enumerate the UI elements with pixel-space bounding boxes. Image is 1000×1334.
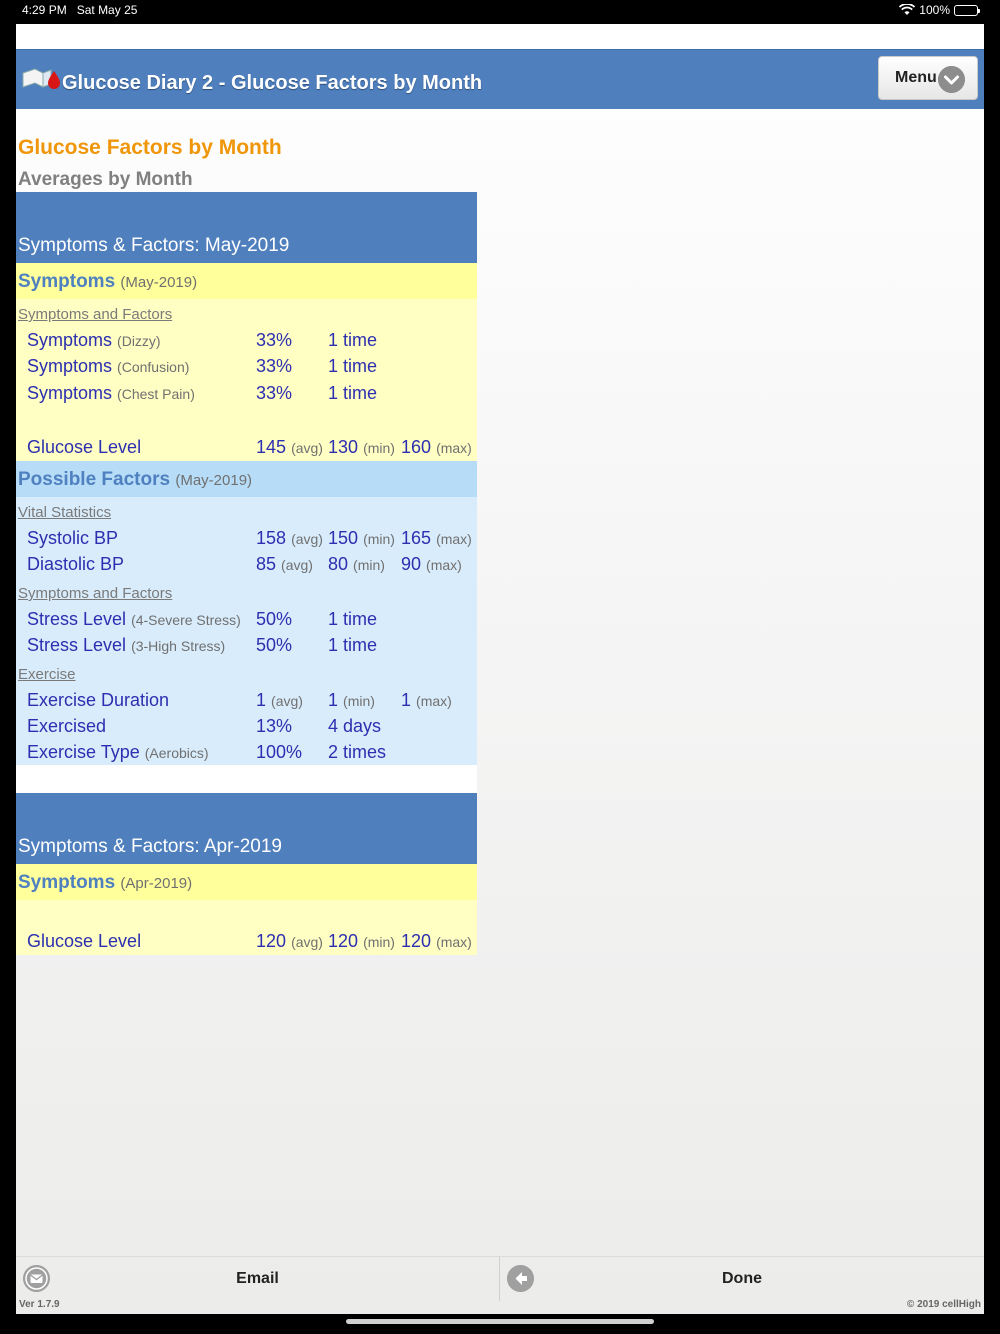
row-percent: 33% bbox=[256, 330, 293, 350]
status-right bbox=[899, 3, 978, 17]
glucose-min: 130 bbox=[328, 437, 359, 457]
symptoms-title-apr bbox=[18, 872, 192, 894]
battery-percent: 100% bbox=[919, 3, 950, 17]
symptoms-title-may bbox=[18, 271, 197, 293]
list-item bbox=[16, 330, 477, 356]
status-bar bbox=[0, 0, 1000, 24]
diastolic-avg: 85 bbox=[256, 554, 277, 574]
symptoms-period: (May-2019) bbox=[120, 274, 198, 291]
done-button-label: Done bbox=[722, 1270, 762, 1287]
list-item bbox=[16, 356, 477, 382]
month-header-apr bbox=[16, 793, 477, 864]
row-label: Exercise Type bbox=[27, 742, 140, 762]
factors-subhead: Symptoms and Factors bbox=[18, 585, 173, 602]
row-percent: 100% bbox=[256, 742, 303, 762]
row-count: 1 time bbox=[328, 383, 378, 403]
symptoms-section-apr bbox=[16, 900, 477, 955]
avg-label: (avg) bbox=[291, 934, 323, 950]
month-header-apr-text: Symptoms & Factors: Apr-2019 bbox=[18, 836, 282, 857]
glucose-min: 120 bbox=[328, 931, 359, 951]
report bbox=[16, 192, 484, 955]
factors-header-may bbox=[16, 461, 477, 497]
month-header-may-text: Symptoms & Factors: May-2019 bbox=[18, 235, 290, 256]
row-label: Stress Level bbox=[27, 635, 127, 655]
exercised-row bbox=[16, 716, 477, 742]
row-label: Symptoms bbox=[27, 330, 113, 350]
vitals-subhead: Vital Statistics bbox=[18, 504, 112, 521]
factors-title-may bbox=[18, 469, 252, 491]
email-button-label: Email bbox=[236, 1270, 279, 1287]
app-title: Glucose Diary 2 - Glucose Factors by Month bbox=[62, 72, 483, 94]
diastolic-max: 90 bbox=[401, 554, 422, 574]
list-item bbox=[16, 635, 477, 661]
row-label: Glucose Level bbox=[27, 931, 142, 951]
row-count: 4 days bbox=[328, 716, 382, 736]
app-screen bbox=[16, 24, 984, 1314]
status-time bbox=[22, 3, 137, 17]
glucose-max: 120 bbox=[401, 931, 432, 951]
footer bbox=[16, 1299, 984, 1314]
row-percent: 50% bbox=[256, 635, 293, 655]
title-bar bbox=[16, 49, 984, 109]
glucose-avg: 145 bbox=[256, 437, 287, 457]
max-label: (max) bbox=[436, 934, 472, 950]
duration-avg: 1 bbox=[256, 690, 267, 710]
section-gap bbox=[16, 765, 477, 793]
row-percent: 13% bbox=[256, 716, 293, 736]
factors-section-may bbox=[16, 497, 477, 765]
row-label: Systolic BP bbox=[27, 528, 119, 548]
row-detail: (Chest Pain) bbox=[117, 386, 195, 402]
row-detail: (Dizzy) bbox=[117, 333, 161, 349]
row-label: Glucose Level bbox=[27, 437, 142, 457]
row-percent: 50% bbox=[256, 609, 293, 629]
max-label: (max) bbox=[426, 557, 462, 573]
symptoms-subhead: Symptoms and Factors bbox=[18, 306, 173, 323]
row-count: 1 time bbox=[328, 330, 378, 350]
row-percent: 33% bbox=[256, 383, 293, 403]
row-label: Exercise Duration bbox=[27, 690, 170, 710]
max-label: (max) bbox=[436, 531, 472, 547]
row-count: 1 time bbox=[328, 356, 378, 376]
exercise-subhead: Exercise bbox=[18, 666, 76, 683]
min-label: (min) bbox=[363, 531, 395, 547]
factors-period: (May-2019) bbox=[175, 472, 253, 489]
factors-title-text: Possible Factors bbox=[18, 469, 171, 490]
row-label: Diastolic BP bbox=[27, 554, 125, 574]
home-indicator[interactable] bbox=[346, 1319, 654, 1324]
glucose-max: 160 bbox=[401, 437, 432, 457]
list-item bbox=[16, 383, 477, 409]
diastolic-row bbox=[16, 554, 477, 580]
row-count: 2 times bbox=[328, 742, 387, 762]
min-label: (min) bbox=[363, 440, 395, 456]
symptoms-title-text: Symptoms bbox=[18, 872, 116, 893]
systolic-avg: 158 bbox=[256, 528, 287, 548]
max-label: (max) bbox=[416, 693, 452, 709]
done-button[interactable] bbox=[500, 1257, 984, 1301]
avg-label: (avg) bbox=[291, 440, 323, 456]
row-label: Symptoms bbox=[27, 383, 113, 403]
min-label: (min) bbox=[363, 934, 395, 950]
systolic-max: 165 bbox=[401, 528, 432, 548]
status-date: Sat May 25 bbox=[76, 3, 138, 17]
symptoms-header-apr bbox=[16, 864, 477, 900]
row-count: 1 time bbox=[328, 635, 378, 655]
page-title: Glucose Factors by Month bbox=[18, 136, 282, 159]
symptoms-section-may bbox=[16, 299, 477, 461]
copyright-text: © 2019 cellHigh bbox=[906, 1299, 981, 1310]
exercise-duration-row bbox=[16, 690, 477, 716]
min-label: (min) bbox=[353, 557, 385, 573]
chevron-down-icon bbox=[938, 66, 965, 93]
page-subtitle: Averages by Month bbox=[18, 169, 193, 190]
symptoms-period: (Apr-2019) bbox=[120, 875, 193, 892]
avg-label: (avg) bbox=[281, 557, 313, 573]
status-time-text: 4:29 PM bbox=[22, 3, 67, 17]
email-button[interactable] bbox=[16, 1257, 500, 1301]
row-detail: (Aerobics) bbox=[144, 745, 209, 761]
systolic-min: 150 bbox=[328, 528, 359, 548]
diary-drop-logo-icon bbox=[21, 65, 61, 93]
row-label: Exercised bbox=[27, 716, 107, 736]
avg-label: (avg) bbox=[291, 531, 323, 547]
duration-max: 1 bbox=[401, 690, 412, 710]
wifi-icon bbox=[899, 4, 915, 16]
row-percent: 33% bbox=[256, 356, 293, 376]
battery-icon bbox=[954, 5, 978, 16]
version-text: Ver 1.7.9 bbox=[19, 1299, 60, 1310]
month-header-may bbox=[16, 192, 477, 263]
glucose-row-apr bbox=[16, 931, 477, 957]
glucose-row-may bbox=[16, 437, 477, 463]
max-label: (max) bbox=[436, 440, 472, 456]
glucose-avg: 120 bbox=[256, 931, 287, 951]
bottom-toolbar bbox=[16, 1256, 984, 1300]
menu-button-label: Menu bbox=[895, 69, 937, 86]
symptoms-header-may bbox=[16, 263, 477, 299]
diastolic-min: 80 bbox=[328, 554, 349, 574]
top-spacer bbox=[16, 24, 984, 49]
exercise-type-row bbox=[16, 742, 477, 768]
duration-min: 1 bbox=[328, 690, 339, 710]
avg-label: (avg) bbox=[271, 693, 303, 709]
row-detail: (4-Severe Stress) bbox=[131, 612, 241, 628]
row-label: Symptoms bbox=[27, 356, 113, 376]
symptoms-title-text: Symptoms bbox=[18, 271, 116, 292]
row-detail: (Confusion) bbox=[117, 359, 190, 375]
row-detail: (3-High Stress) bbox=[131, 638, 226, 654]
list-item bbox=[16, 609, 477, 635]
menu-button[interactable] bbox=[878, 56, 978, 100]
min-label: (min) bbox=[343, 693, 375, 709]
row-count: 1 time bbox=[328, 609, 378, 629]
row-label: Stress Level bbox=[27, 609, 127, 629]
systolic-row bbox=[16, 528, 477, 554]
